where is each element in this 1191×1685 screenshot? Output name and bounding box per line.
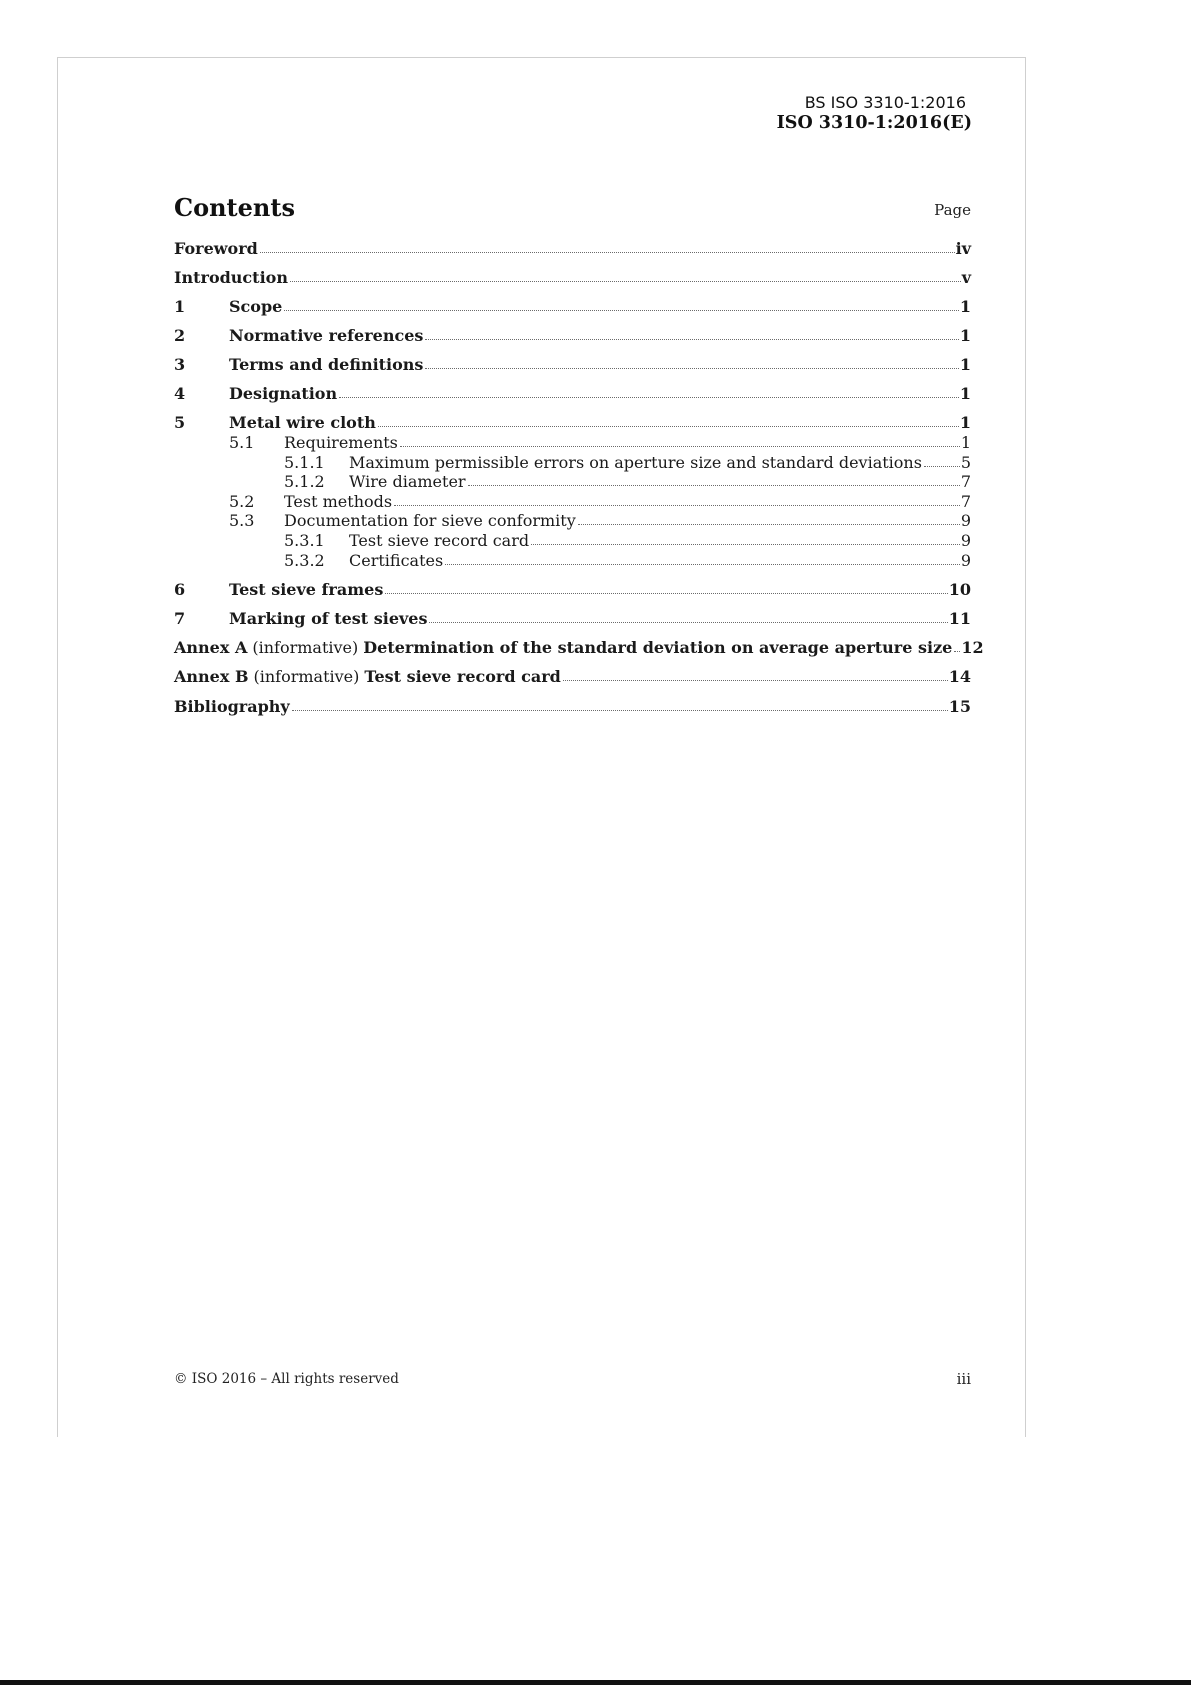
toc-entry-page: 9 xyxy=(960,531,971,550)
header-iso-standard-number: ISO 3310-1:2016(E) xyxy=(776,113,972,133)
toc-entry-number: 5.1 xyxy=(229,433,255,452)
toc-entry-page: 15 xyxy=(948,697,971,716)
toc-entry-page: 1 xyxy=(959,384,971,403)
toc-entry-page: 7 xyxy=(960,492,971,511)
toc-entry-marking-of-test-sieves[interactable] xyxy=(174,606,971,628)
toc-entry-title: Foreword xyxy=(174,239,258,258)
toc-entry-number: 5.2 xyxy=(229,492,255,511)
toc-entry-page: 7 xyxy=(960,472,971,491)
toc-entry-page: 1 xyxy=(959,413,971,432)
document-page xyxy=(57,57,1026,1437)
toc-entry-foreword[interactable] xyxy=(174,236,971,258)
toc-entry-number: 7 xyxy=(174,609,186,628)
toc-entry-page: 9 xyxy=(960,551,971,570)
toc-leader-dots xyxy=(339,397,959,398)
toc-entry-page: iv xyxy=(955,239,971,258)
toc-annex-label: Annex A xyxy=(174,638,248,657)
toc-entry-metal-wire-cloth[interactable] xyxy=(174,410,971,432)
toc-entry-title: Test sieve record card xyxy=(349,531,530,550)
toc-entry-page: 5 xyxy=(960,453,971,472)
toc-entry-number: 1 xyxy=(174,297,186,316)
toc-entry-title: Documentation for sieve conformity xyxy=(284,511,576,530)
bottom-border-rule xyxy=(0,1680,1191,1685)
toc-entry-page: 1 xyxy=(959,297,971,316)
toc-leader-dots xyxy=(394,505,960,506)
toc-entry-title: Determination of the standard deviation on average aperture size xyxy=(363,638,953,657)
toc-entry-page: 1 xyxy=(960,433,971,452)
toc-leader-dots xyxy=(531,544,960,545)
toc-entry-number: 6 xyxy=(174,580,186,599)
toc-entry-title: Bibliography xyxy=(174,697,290,716)
toc-entry-certificates[interactable] xyxy=(174,548,971,570)
toc-entry-test-sieve-frames[interactable] xyxy=(174,577,971,599)
toc-entry-title: Scope xyxy=(229,297,283,316)
toc-entry-title: Marking of test sieves xyxy=(229,609,428,628)
toc-entry-test-sieve-record-card-sub[interactable] xyxy=(174,528,971,550)
toc-leader-dots xyxy=(924,466,960,467)
toc-entry-page: 9 xyxy=(960,511,971,530)
toc-entry-title: Test sieve frames xyxy=(229,580,384,599)
page-column-label: Page xyxy=(934,201,971,219)
toc-entry-page: 12 xyxy=(961,638,984,657)
toc-leader-dots xyxy=(284,310,959,311)
footer-page-number: iii xyxy=(956,1370,971,1388)
toc-leader-dots xyxy=(260,252,955,253)
toc-entry-title: Designation xyxy=(229,384,338,403)
toc-entry-title: Maximum permissible errors on aperture size and standard deviations xyxy=(349,453,922,472)
toc-entry-number: 2 xyxy=(174,326,186,345)
toc-leader-dots xyxy=(578,524,960,525)
toc-entry-normative-references[interactable] xyxy=(174,323,971,345)
toc-entry-page: 14 xyxy=(948,667,971,686)
toc-entry-number: 5.3.2 xyxy=(284,551,325,570)
footer-copyright: © ISO 2016 – All rights reserved xyxy=(174,1371,399,1387)
toc-entry-number: 5.1.1 xyxy=(284,453,325,472)
toc-entry-title: Requirements xyxy=(284,433,398,452)
toc-entry-bibliography[interactable] xyxy=(174,694,971,716)
toc-entry-annex-a[interactable] xyxy=(174,635,984,657)
toc-leader-dots xyxy=(425,339,958,340)
toc-entry-page: 1 xyxy=(959,326,971,345)
toc-annex-label: Annex B xyxy=(174,667,249,686)
toc-entry-requirements[interactable] xyxy=(174,430,971,452)
toc-leader-dots xyxy=(290,281,961,282)
toc-entry-page: v xyxy=(961,268,971,287)
toc-entry-number: 5.1.2 xyxy=(284,472,325,491)
toc-entry-number: 5 xyxy=(174,413,186,432)
toc-entry-title: Normative references xyxy=(229,326,424,345)
toc-entry-title: Certificates xyxy=(349,551,444,570)
toc-entry-number: 5.3 xyxy=(229,511,255,530)
toc-leader-dots xyxy=(954,651,960,652)
toc-entry-documentation-for-sieve-conformity[interactable] xyxy=(174,508,971,530)
toc-annex-note: (informative) xyxy=(253,667,360,686)
toc-leader-dots xyxy=(292,710,948,711)
toc-leader-dots xyxy=(445,564,960,565)
contents-heading: Contents xyxy=(174,193,295,222)
toc-entry-number: 5.3.1 xyxy=(284,531,325,550)
toc-entry-title: Test sieve record card xyxy=(364,667,561,686)
toc-entry-terms-and-definitions[interactable] xyxy=(174,352,971,374)
toc-leader-dots xyxy=(563,680,948,681)
toc-leader-dots xyxy=(400,446,960,447)
toc-entry-number: 4 xyxy=(174,384,186,403)
toc-entry-title: Test methods xyxy=(284,492,393,511)
toc-leader-dots xyxy=(425,368,958,369)
toc-entry-title: Wire diameter xyxy=(349,472,466,491)
toc-leader-dots xyxy=(468,485,960,486)
toc-entry-wire-diameter[interactable] xyxy=(174,469,971,491)
toc-annex-note: (informative) xyxy=(252,638,359,657)
toc-entry-annex-b[interactable] xyxy=(174,664,971,686)
toc-entry-number: 3 xyxy=(174,355,186,374)
toc-entry-page: 10 xyxy=(948,580,971,599)
toc-entry-title: Introduction xyxy=(174,268,288,287)
header-bs-standard-number: BS ISO 3310-1:2016 xyxy=(804,93,966,112)
toc-entry-page: 1 xyxy=(959,355,971,374)
toc-leader-dots xyxy=(429,622,947,623)
toc-entry-page: 11 xyxy=(948,609,971,628)
toc-entry-scope[interactable] xyxy=(174,294,971,316)
toc-entry-introduction[interactable] xyxy=(174,265,971,287)
toc-entry-title: Terms and definitions xyxy=(229,355,424,374)
toc-entry-title: Metal wire cloth xyxy=(229,413,376,432)
toc-leader-dots xyxy=(378,426,959,427)
toc-leader-dots xyxy=(385,593,947,594)
toc-entry-designation[interactable] xyxy=(174,381,971,403)
